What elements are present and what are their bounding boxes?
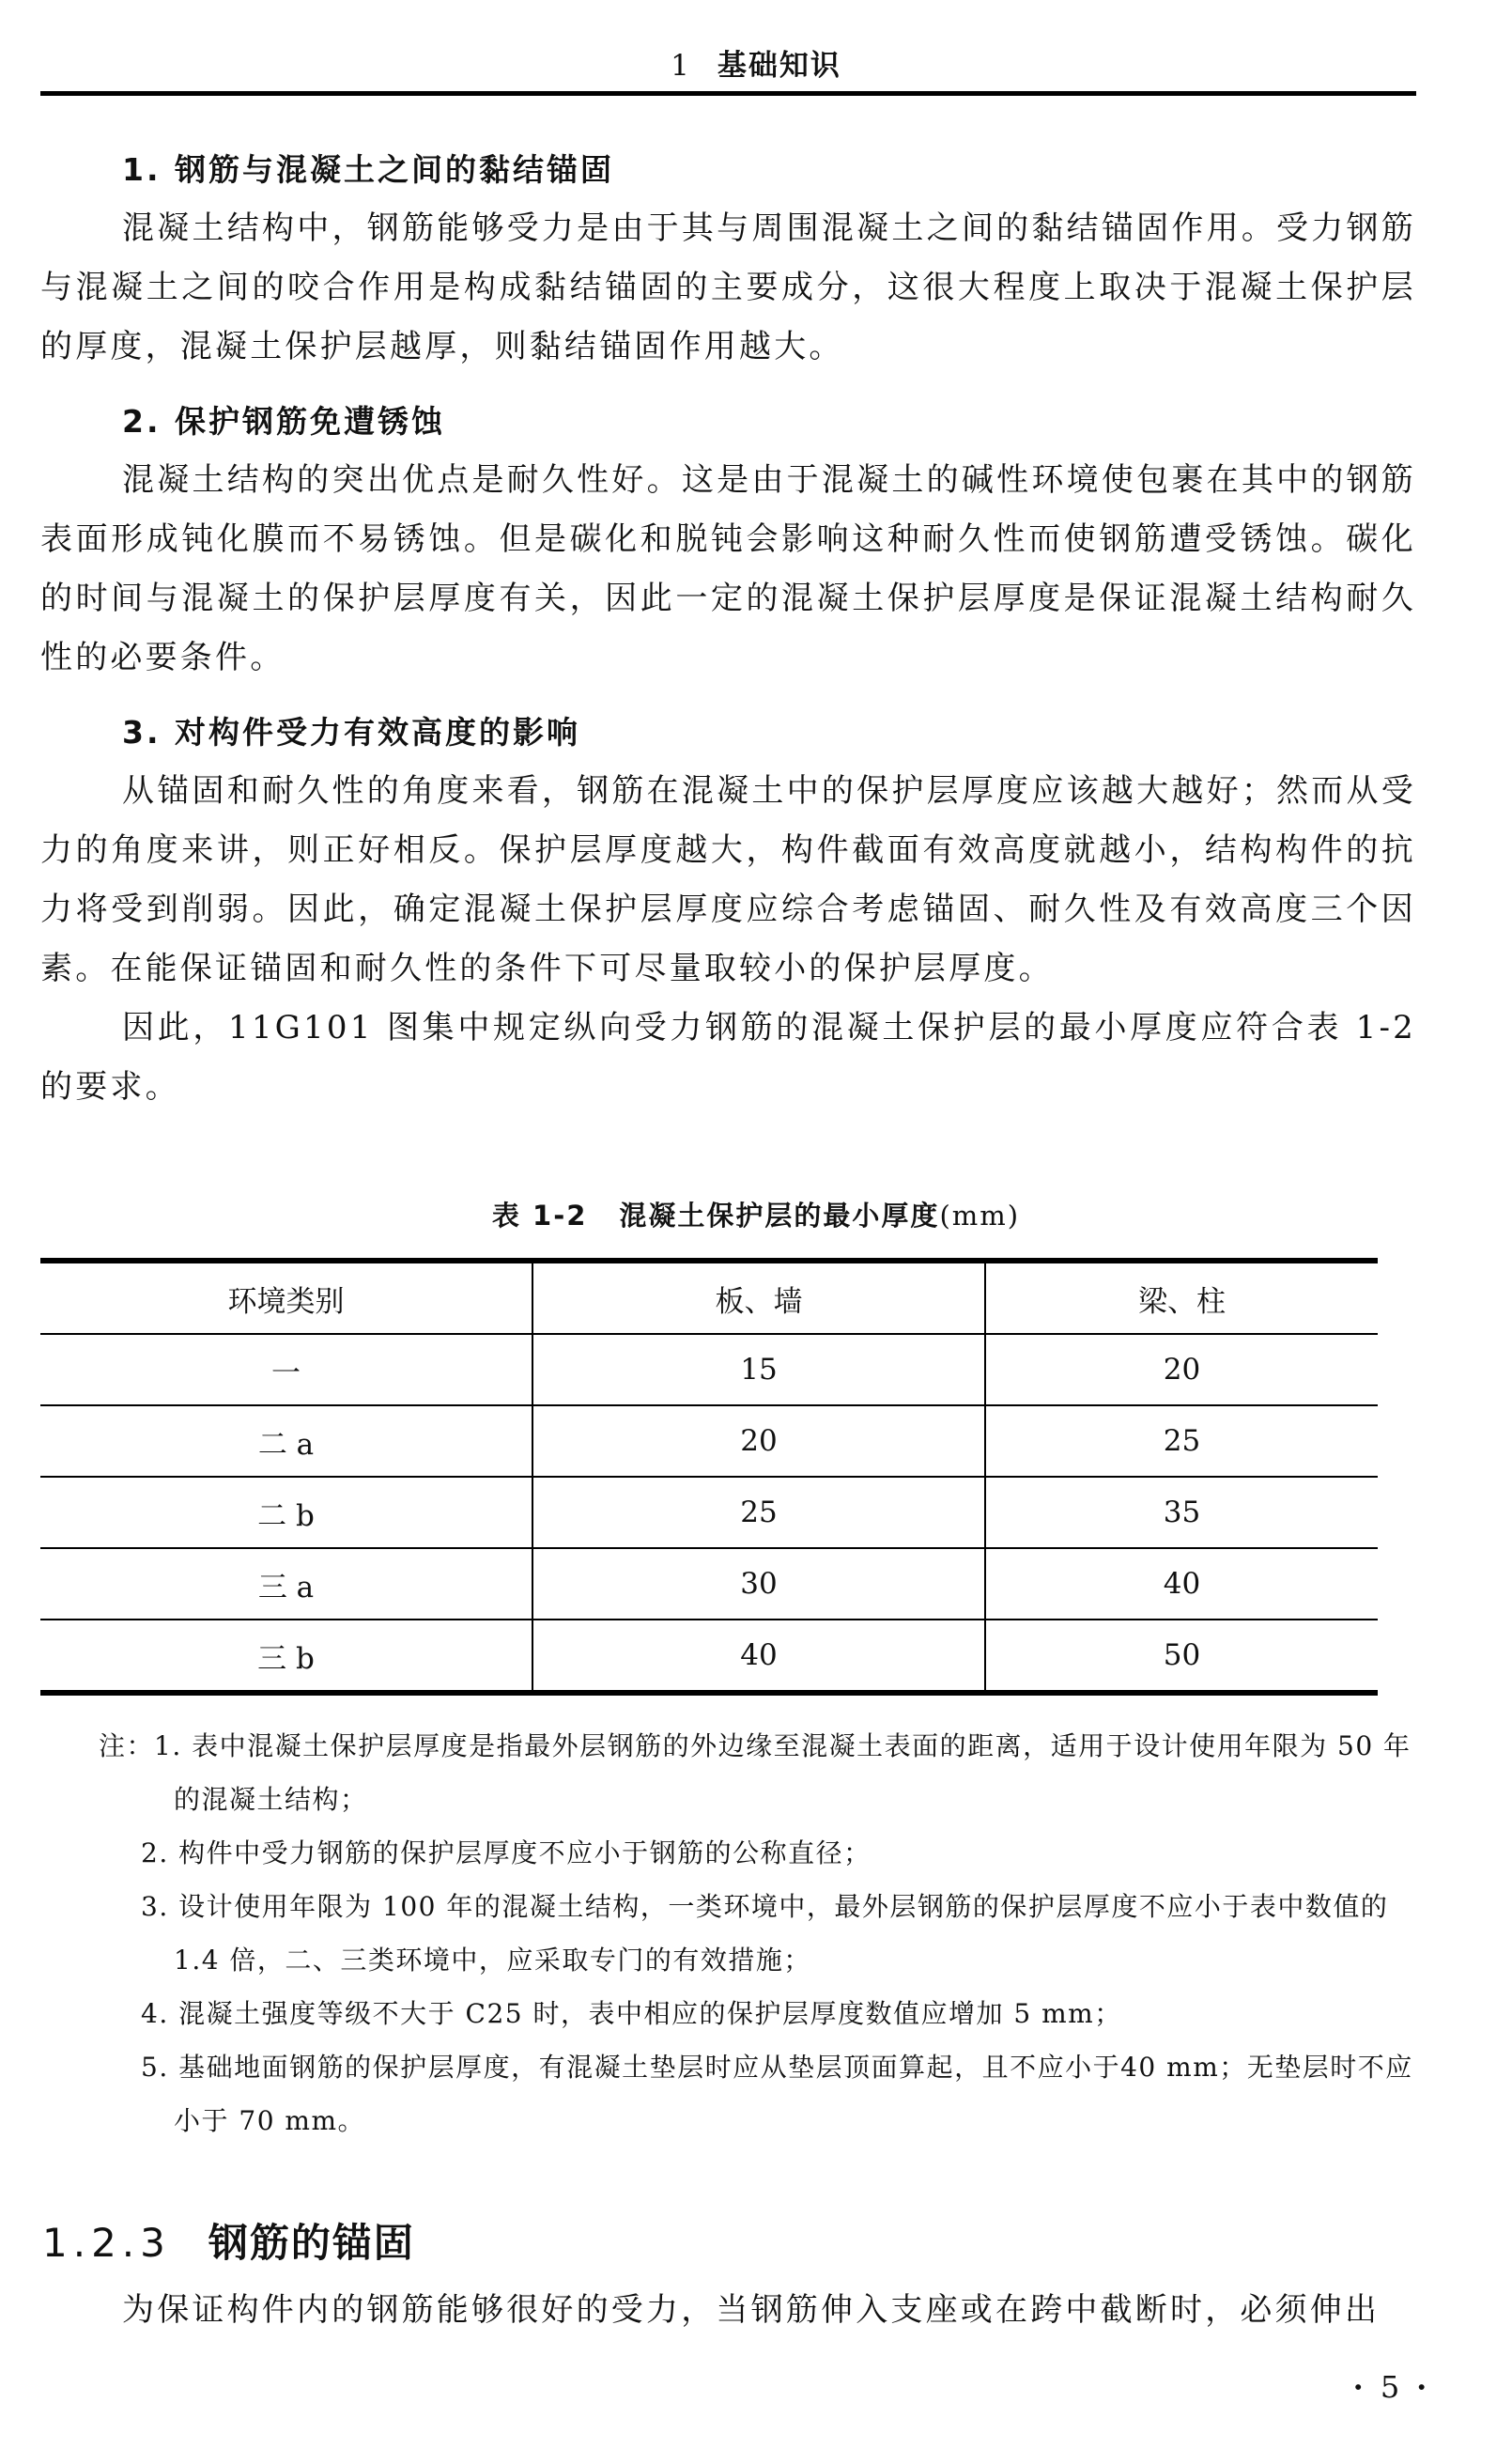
table-cell: 50 <box>985 1620 1378 1693</box>
paragraph: 从锚固和耐久性的角度来看，钢筋在混凝土中的保护层厚度应该越大越好；然而从受力的角度来讲，则正好相反。保护层厚度越大，构件截面有效高度就越小，结构构件的抗力将受到削弱。因此，确定混凝土保护层厚度应综合考虑锚固、耐久性及有效高度三个因素。在能保证锚固和耐久性的条件下可尽量取较小的保护层厚度。 <box>40 772 1416 987</box>
section-3 <box>40 704 1416 1117</box>
table-unit: (mm) <box>939 1200 1021 1232</box>
note-item: 3. 设计使用年限为 100 年的混凝土结构，一类环境中，最外层钢筋的保护层厚度不应小于表中数值的 1.4 倍，二、三类环境中，应采取专门的有效措施； <box>141 1891 1389 1976</box>
section-title: 钢筋的锚固 <box>208 2220 415 2266</box>
chapter-title: 基础知识 <box>717 49 841 83</box>
subheading: 3. 对构件受力有效高度的影响 <box>122 714 580 751</box>
paragraph: 混凝土结构中，钢筋能够受力是由于其与周围混凝土之间的黏结锚固作用。受力钢筋与混凝土之间的咬合作用是构成黏结锚固的主要成分，这很大程度上取决于混凝土保护层的厚度，混凝土保护层越厚，则黏结锚固作用越大。 <box>40 209 1416 365</box>
table-row <box>40 1405 1378 1477</box>
paragraph: 混凝土结构的突出优点是耐久性好。这是由于混凝土的碱性环境使包裹在其中的钢筋表面形成钝化膜而不易锈蚀。但是碳化和脱钝会影响这种耐久性而使钢筋遭受锈蚀。碳化的时间与混凝土的保护层厚度有关，因此一定的混凝土保护层厚度是保证混凝土结构耐久性的必要条件。 <box>40 461 1416 676</box>
table-header-row <box>40 1261 1378 1334</box>
column-header: 板、墙 <box>532 1261 985 1334</box>
table-row <box>40 1477 1378 1548</box>
table-cell: 30 <box>532 1548 985 1620</box>
folio-dot: · <box>1352 2369 1364 2405</box>
running-head <box>0 41 1512 84</box>
table-row <box>40 1620 1378 1693</box>
column-header: 梁、柱 <box>985 1261 1378 1334</box>
chapter-number: 1 <box>671 49 691 83</box>
table-caption <box>0 1195 1512 1233</box>
note-item: 5. 基础地面钢筋的保护层厚度，有混凝土垫层时应从垫层顶面算起，且不应小于40 mm；无垫层时不应小于 70 mm。 <box>141 2052 1413 2136</box>
table-cell: 35 <box>985 1477 1378 1548</box>
section-intro <box>40 2281 1416 2340</box>
section-1 <box>40 141 1416 377</box>
table-cell: 40 <box>985 1548 1378 1620</box>
table-row <box>40 1548 1378 1620</box>
table-cell: 25 <box>532 1477 985 1548</box>
table-cell: 二 b <box>40 1477 532 1548</box>
table-notes <box>99 1719 1418 2147</box>
folio-dot: · <box>1416 2369 1427 2405</box>
section-2 <box>40 393 1416 688</box>
column-header: 环境类别 <box>40 1261 532 1334</box>
table-cell: 20 <box>985 1334 1378 1405</box>
note-item: 2. 构件中受力钢筋的保护层厚度不应小于钢筋的公称直径； <box>141 1837 872 1868</box>
paragraph: 因此，11G101 图集中规定纵向受力钢筋的混凝土保护层的最小厚度应符合表 1-2 的要求。 <box>40 1009 1416 1106</box>
table-cell: 三 a <box>40 1548 532 1620</box>
table-title: 混凝土保护层的最小厚度 <box>619 1200 940 1232</box>
page-number-value: 5 <box>1380 2369 1400 2405</box>
header-rule <box>40 91 1416 96</box>
table-row <box>40 1334 1378 1405</box>
table-cell: 三 b <box>40 1620 532 1693</box>
subheading: 1. 钢筋与混凝土之间的黏结锚固 <box>122 151 614 188</box>
note-item: 注：1. 表中混凝土保护层厚度是指最外层钢筋的外边缘至混凝土表面的距离，适用于设计使用年限为 50 年的混凝土结构； <box>99 1730 1412 1815</box>
paragraph: 为保证构件内的钢筋能够很好的受力，当钢筋伸入支座或在跨中截断时，必须伸出 <box>122 2291 1381 2329</box>
section-heading <box>42 2212 415 2269</box>
table-cell: 20 <box>532 1405 985 1477</box>
cover-thickness-table <box>40 1258 1378 1696</box>
table-cell: 一 <box>40 1334 532 1405</box>
page-number <box>1334 2369 1446 2405</box>
table-cell: 15 <box>532 1334 985 1405</box>
section-number: 1.2.3 <box>42 2220 171 2266</box>
subheading: 2. 保护钢筋免遭锈蚀 <box>122 403 445 440</box>
table-cell: 40 <box>532 1620 985 1693</box>
table-cell: 25 <box>985 1405 1378 1477</box>
table-number: 表 1-2 <box>491 1200 588 1232</box>
note-item: 4. 混凝土强度等级不大于 C25 时，表中相应的保护层厚度数值应增加 5 mm； <box>141 1998 1122 2029</box>
table-cell: 二 a <box>40 1405 532 1477</box>
